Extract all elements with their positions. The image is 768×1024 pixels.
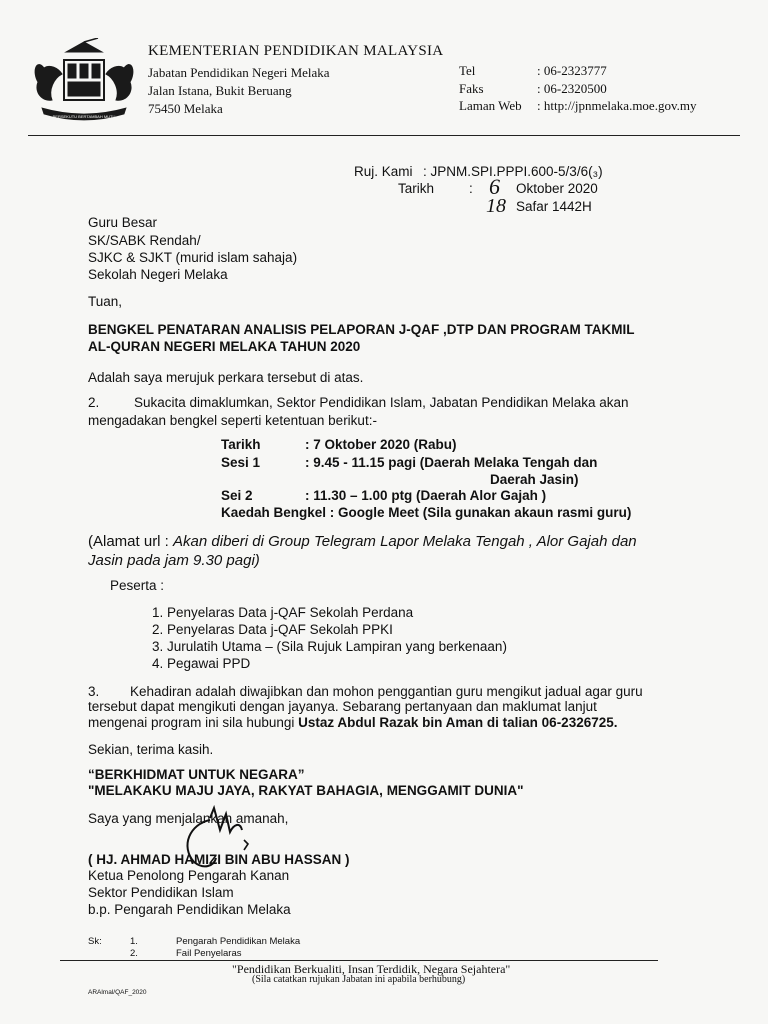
detail-tarikh-value: : 7 Oktober 2020 (Rabu) <box>305 437 457 452</box>
subject-line-1: BENGKEL PENATARAN ANALISIS PELAPORAN J-QAF ,DTP DAN PROGRAM TAKMIL <box>88 322 635 337</box>
detail-tarikh-label: Tarikh <box>221 437 261 452</box>
peserta-label: Peserta : <box>110 578 165 593</box>
alamat-prefix: (Alamat url : <box>88 533 174 550</box>
alamat-italic-1: Akan diberi di Group Telegram Lapor Melaka Tengah , Alor Gajah dan <box>173 533 637 550</box>
footer-divider <box>60 960 658 961</box>
para3-line-3 <box>88 715 618 730</box>
signatory-title-1: Ketua Penolong Pengarah Kanan <box>88 868 290 883</box>
fax-label: Faks <box>459 81 484 96</box>
salutation: Tuan, <box>88 294 123 309</box>
tel-value: : 06-2323777 <box>537 63 607 78</box>
recipient-line-2: SK/SABK Rendah/ <box>88 233 201 248</box>
subject-line-2: AL-QURAN NEGERI MELAKA TAHUN 2020 <box>88 339 361 354</box>
coat-of-arms-logo <box>28 38 140 124</box>
signatory-title-3: b.p. Pengarah Pendidikan Melaka <box>88 902 291 917</box>
header-divider <box>28 135 740 136</box>
para2-line-1: Sukacita dimaklumkan, Sektor Pendidikan Islam, Jabatan Pendidikan Melaka akan <box>134 395 629 410</box>
postcode-city: 75450 Melaka <box>148 101 223 116</box>
hijri-rest: Safar 1442H <box>516 199 592 214</box>
detail-sesi1-value: : 9.45 - 11.15 pagi (Daerah Melaka Tengah dan <box>305 455 598 470</box>
peserta-item: 2. Penyelaras Data j-QAF Sekolah PPKI <box>152 622 393 637</box>
signatory-name: ( HJ. AHMAD HAMIZI BIN ABU HASSAN ) <box>88 852 350 867</box>
date-rest: Oktober 2020 <box>516 181 598 196</box>
fax-value: : 06-2320500 <box>537 81 607 96</box>
para3-number: 3. <box>88 684 100 699</box>
peserta-item: 1. Penyelaras Data j-QAF Sekolah Perdana <box>152 605 414 620</box>
detail-sesi2-value: : 11.30 – 1.00 ptg (Daerah Alor Gajah ) <box>305 488 547 503</box>
footer-motto: "Pendidikan Berkualiti, Insan Terdidik, Negara Sejahtera" <box>232 962 511 976</box>
tarikh-label: Tarikh <box>398 181 435 196</box>
para3-line-2: tersebut dapat mengikuti dengan jayanya. Sebarang pertanyaan dan maklumat lanjut <box>88 699 597 714</box>
ruj-label: Ruj. Kami <box>354 164 413 179</box>
alamat-italic-2: Jasin pada jam 9.30 pagi) <box>88 552 260 569</box>
tel-label: Tel <box>459 63 476 78</box>
signoff-text: Saya yang menjalankan amanah, <box>88 811 289 826</box>
web-value: : http://jpnmelaka.moe.gov.my <box>537 98 697 113</box>
slogan-line-2: "MELAKAKU MAJU JAYA, RAKYAT BAHAGIA, MENGGAMIT DUNIA" <box>88 783 524 798</box>
paragraph-1: Adalah saya merujuk perkara tersebut di atas. <box>88 370 364 385</box>
recipient-line-1: Guru Besar <box>88 215 158 230</box>
cc-label: Sk: <box>88 936 102 947</box>
cc-item-text: Pengarah Pendidikan Melaka <box>176 936 301 947</box>
signatory-title-2: Sektor Pendidikan Islam <box>88 885 234 900</box>
contact-person: Ustaz Abdul Razak bin Aman di talian 06-2326725. <box>298 715 618 730</box>
detail-sesi1-label: Sesi 1 <box>221 455 261 470</box>
cc-item-number: 1. <box>130 936 138 947</box>
para3-line-3-text: mengenai program ini sila hubungi <box>88 715 299 730</box>
cc-item-text: Fail Penyelaras <box>176 948 242 959</box>
slogan-line-1: “BERKHIDMAT UNTUK NEGARA” <box>88 767 305 782</box>
recipient-line-4: Sekolah Negeri Melaka <box>88 267 228 282</box>
peserta-item: 3. Jurulatih Utama – (Sila Rujuk Lampiran yang berkenaan) <box>152 639 507 654</box>
web-label: Laman Web <box>459 98 522 113</box>
ministry-name: KEMENTERIAN PENDIDIKAN MALAYSIA <box>148 43 444 59</box>
ruj-value: : JPNM.SPI.PPPI.600-5/3/6(₃) <box>423 164 603 179</box>
alamat-line-1 <box>88 533 637 550</box>
street-address: Jalan Istana, Bukit Beruang <box>148 83 292 98</box>
department-name: Jabatan Pendidikan Negeri Melaka <box>148 65 330 80</box>
file-code: ARAlmal/QAF_2020 <box>88 989 147 996</box>
cc-item-number: 2. <box>130 948 138 959</box>
closing-text: Sekian, terima kasih. <box>88 742 214 757</box>
para2-number: 2. <box>88 395 100 410</box>
recipient-line-3: SJKC & SJKT (murid islam sahaja) <box>88 250 298 265</box>
tarikh-colon: : <box>469 181 473 196</box>
peserta-item: 4. Pegawai PPD <box>152 656 251 671</box>
date-day-handwritten: 6 <box>489 174 500 199</box>
detail-sesi1-value-2: Daerah Jasin) <box>490 472 579 487</box>
footer-note: (Sila catatkan rujukan Jabatan ini apabila berhubung) <box>252 974 466 985</box>
hijri-day-handwritten: 18 <box>486 195 506 217</box>
para3-line-1: Kehadiran adalah diwajibkan dan mohon penggantian guru mengikut jadual agar guru <box>130 684 643 699</box>
detail-sesi2-label: Sei 2 <box>221 488 253 503</box>
detail-kaedah: Kaedah Bengkel : Google Meet (Sila gunakan akaun rasmi guru) <box>221 505 632 520</box>
crest-motto: BERSEKUTU BERTAMBAH MUTU <box>52 114 116 119</box>
para2-line-2: mengadakan bengkel seperti ketentuan berikut:- <box>88 413 377 428</box>
